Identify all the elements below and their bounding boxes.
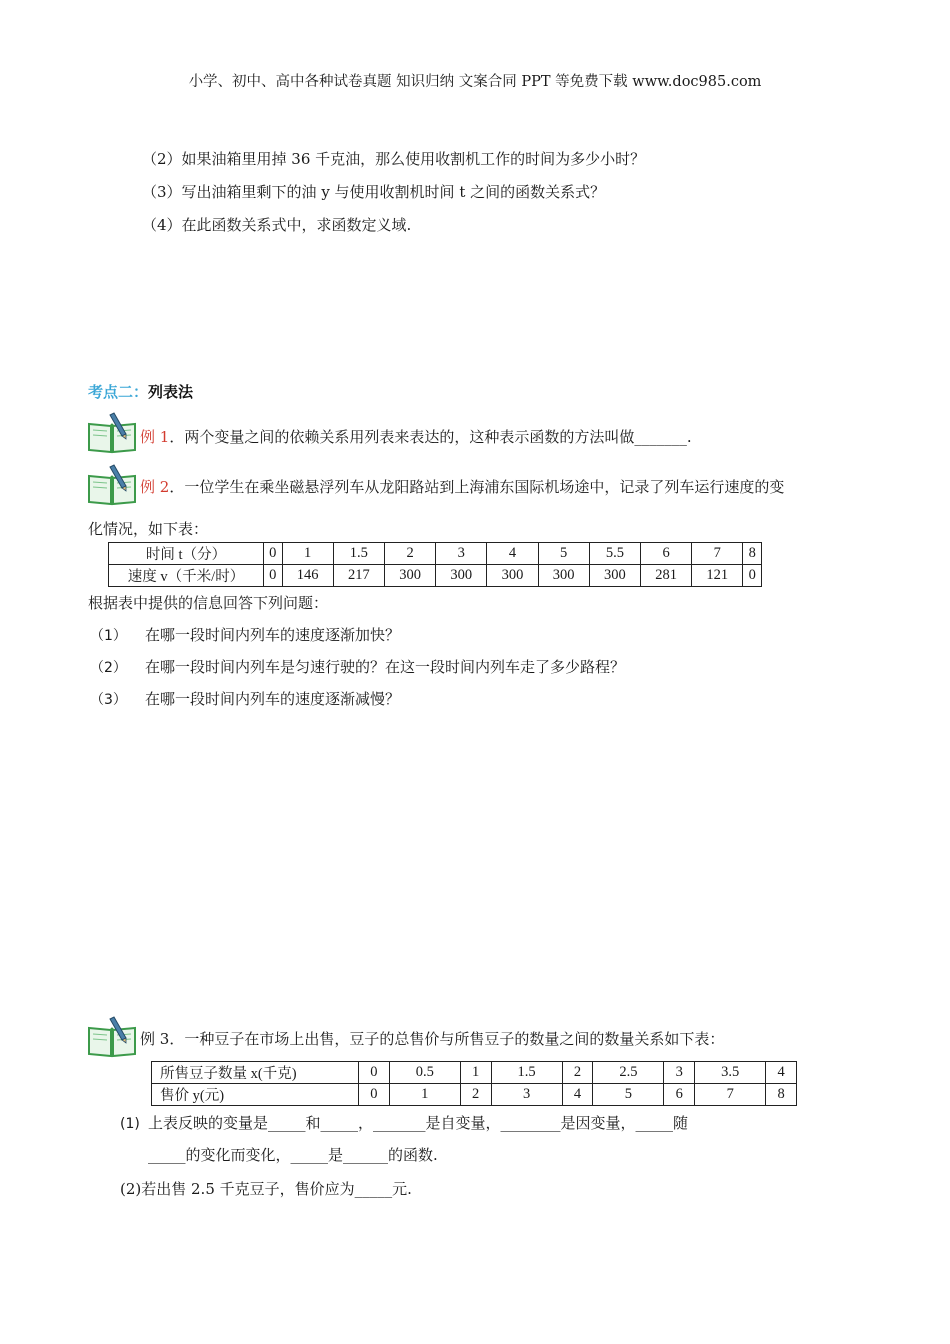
table-row [109, 565, 762, 587]
table-cell: 1.5 [333, 543, 384, 565]
prev-question-4: （4）在此函数关系式中，求函数定义域. [142, 216, 412, 234]
table-cell: 7 [695, 1084, 766, 1106]
table-cell: 300 [538, 565, 589, 587]
table-cell: 300 [384, 565, 435, 587]
table-cell: 300 [436, 565, 487, 587]
example-3-question-1-cont: _____的变化而变化，_____是______的函数. [148, 1146, 438, 1164]
example-2-question-2 [90, 656, 625, 677]
table-cell: 8 [766, 1084, 797, 1106]
table-cell: 5.5 [589, 543, 640, 565]
table-cell: 3.5 [695, 1062, 766, 1084]
prev-question-2: （2）如果油箱里用掉 36 千克油，那么使用收割机工作的时间为多少小时？ [142, 150, 646, 168]
table-cell: 281 [640, 565, 691, 587]
example-3-text: ．一种豆子在市场上出售，豆子的总售价与所售豆子的数量之间的数量关系如下表： [169, 1030, 725, 1048]
example-2-text-cont: 化情况，如下表： [88, 520, 209, 538]
section-name: 列表法 [148, 383, 194, 401]
example-1 [140, 426, 692, 447]
table-header-cell: 时间 t（分） [109, 543, 264, 565]
book-pencil-icon [86, 1014, 138, 1058]
section-title [88, 381, 193, 402]
table-cell: 6 [664, 1084, 695, 1106]
question-number: （2） [90, 660, 127, 676]
question-text: 在哪一段时间内列车的速度逐渐加快？ [145, 626, 401, 644]
question-number: (1) [120, 1116, 140, 1132]
page-header: 小学、初中、高中各种试卷真题 知识归纳 文案合同 PPT 等免费下载 www.doc985.com [188, 74, 762, 90]
table-cell: 5 [593, 1084, 664, 1106]
bean-price-table [151, 1061, 797, 1106]
example-3-question-1 [120, 1112, 688, 1133]
example-3-label: 例 3 [140, 1030, 170, 1048]
table-cell: 3 [491, 1084, 562, 1106]
table-cell: 1.5 [491, 1062, 562, 1084]
example-2-question-3 [90, 688, 400, 709]
book-pencil-icon [86, 410, 138, 454]
table-cell: 0 [264, 543, 283, 565]
table-cell: 0 [359, 1084, 390, 1106]
example-1-label: 例 1 [140, 428, 170, 446]
table-cell: 0 [264, 565, 283, 587]
table-header-cell: 速度 v（千米/时） [109, 565, 264, 587]
question-text: 在哪一段时间内列车的速度逐渐减慢？ [145, 690, 401, 708]
table-cell: 1 [389, 1084, 460, 1106]
table-row [109, 543, 762, 565]
question-number: （3） [90, 692, 127, 708]
example-3 [140, 1028, 724, 1049]
table-cell: 3 [664, 1062, 695, 1084]
table-cell: 3 [436, 543, 487, 565]
book-pencil-icon [86, 462, 138, 506]
table-row [152, 1084, 797, 1106]
train-speed-table [108, 542, 762, 587]
example-2-question-1 [90, 624, 400, 645]
table-cell: 217 [333, 565, 384, 587]
table-cell: 7 [692, 543, 743, 565]
table-cell: 4 [487, 543, 538, 565]
table-cell: 121 [692, 565, 743, 587]
table-cell: 1 [282, 543, 333, 565]
table-cell: 0 [359, 1062, 390, 1084]
table-header-cell: 售价 y(元) [152, 1084, 359, 1106]
table-cell: 2 [460, 1084, 491, 1106]
question-number: （1） [90, 628, 127, 644]
table-cell: 1 [460, 1062, 491, 1084]
table-cell: 146 [282, 565, 333, 587]
example-2-intro: 根据表中提供的信息回答下列问题： [88, 594, 329, 612]
table-cell: 8 [743, 543, 762, 565]
table-cell: 0.5 [389, 1062, 460, 1084]
question-text: 在哪一段时间内列车是匀速行驶的？在这一段时间内列车走了多少路程？ [145, 658, 626, 676]
section-label: 考点二： [88, 383, 149, 401]
example-2-label: 例 2 [140, 478, 170, 496]
table-cell: 0 [743, 565, 762, 587]
example-3-question-2: (2)若出售 2.5 千克豆子，售价应为_____元. [120, 1180, 412, 1198]
table-cell: 2.5 [593, 1062, 664, 1084]
table-cell: 6 [640, 543, 691, 565]
table-cell: 4 [766, 1062, 797, 1084]
table-cell: 300 [487, 565, 538, 587]
table-cell: 4 [562, 1084, 593, 1106]
table-header-cell: 所售豆子数量 x(千克) [152, 1062, 359, 1084]
table-row [152, 1062, 797, 1084]
table-cell: 5 [538, 543, 589, 565]
table-cell: 2 [384, 543, 435, 565]
example-1-text: ．两个变量之间的依赖关系用列表来表达的，这种表示函数的方法叫做_______. [169, 428, 692, 446]
example-2-text: ．一位学生在乘坐磁悬浮列车从龙阳路站到上海浦东国际机场途中，记录了列车运行速度的变 [169, 478, 785, 496]
table-cell: 300 [589, 565, 640, 587]
question-text: 上表反映的变量是_____和_____，_______是自变量，________是因变量，_____随 [148, 1114, 689, 1132]
table-cell: 2 [562, 1062, 593, 1084]
prev-question-3: （3）写出油箱里剩下的油 y 与使用收割机时间 t 之间的函数关系式？ [142, 183, 606, 201]
example-2 [140, 476, 784, 497]
